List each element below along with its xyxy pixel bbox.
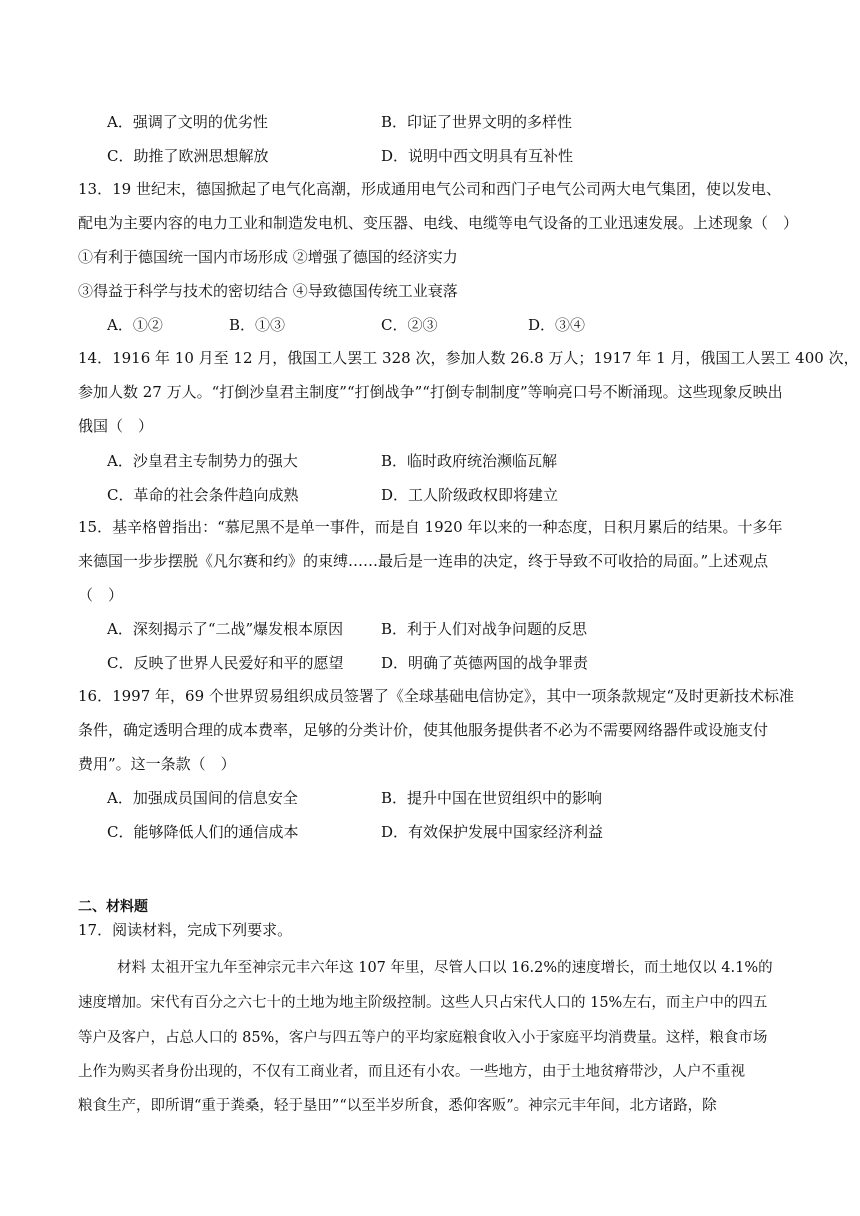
- q14-stem-line-2: 参加人数 27 万人。“打倒沙皇君主制度”“打倒战争”“打倒专制制度”等响亮口号不断涌现。这些现象反映出: [78, 383, 783, 401]
- q12-option-d: D．说明中西文明具有互补性: [381, 147, 574, 165]
- q15-option-b: B．利于人们对战争问题的反思: [381, 620, 588, 638]
- q13-option-a: A．①②: [107, 316, 163, 334]
- q14-option-a: A．沙皇君主专制势力的强大: [107, 452, 298, 470]
- q13-option-c: C．②③: [381, 316, 438, 334]
- q16-option-b: B．提升中国在世贸组织中的影响: [381, 789, 603, 807]
- q12-option-b: B．印证了世界文明的多样性: [381, 113, 573, 131]
- q12-option-a: A．强调了文明的优劣性: [107, 113, 268, 131]
- q14-stem-line-1: 14．1916 年 10 月至 12 月，俄国工人罢工 328 次，参加人数 26.8 万人；1917 年 1 月，俄国工人罢工 400 次，: [78, 349, 859, 367]
- q17-material-line-3: 等户及客户，占总人口的 85%，客户与四五等户的平均家庭粮食收入小于家庭平均消费量。这样，粮食市场: [78, 1030, 768, 1046]
- q15-stem-line-3: （ ）: [78, 586, 124, 604]
- q13-option-b: B．①③: [229, 316, 286, 334]
- q12-option-c: C．助推了欧洲思想解放: [107, 147, 269, 165]
- q17-material-line-2: 速度增加。宋代有百分之六七十的土地为地主阶级控制。这些人只占宋代人口的 15%左右，而主户中的四五: [78, 995, 768, 1011]
- q17-material-line-4: 上作为购买者身份出现的，不仅有工商业者，而且还有小农。一些地方，由于土地贫瘠带沙，人户不重视: [78, 1064, 745, 1080]
- q17-material-line-1: 材料 太祖开宝九年至神宗元丰六年这 107 年里，尽管人口以 16.2%的速度增长，而土地仅以 4.1%的: [117, 960, 773, 976]
- section-title: 二、材料题: [78, 899, 148, 915]
- q17-stem: 17．阅读材料，完成下列要求。: [78, 921, 293, 939]
- q16-stem-line-1: 16．1997 年，69 个世界贸易组织成员签署了《全球基础电信协定》，其中一项条款规定“及时更新技术标准: [78, 687, 795, 705]
- q15-option-c: C．反映了世界人民爱好和平的愿望: [107, 654, 344, 672]
- q16-stem-line-3: 费用”。这一条款（ ）: [78, 755, 236, 773]
- q16-option-c: C．能够降低人们的通信成本: [107, 823, 299, 841]
- q13-stem-line-1: 13．19 世纪末，德国掀起了电气化高潮，形成通用电气公司和西门子电气公司两大电气集团，使以发电、: [78, 180, 781, 198]
- q15-stem-line-2: 来德国一步步摆脱《凡尔赛和约》的束缚……最后是一连串的决定，终于导致不可收拾的局面。”上述观点: [78, 552, 769, 570]
- q15-option-a: A．深刻揭示了“二战”爆发根本原因: [107, 620, 344, 638]
- q14-stem-line-3: 俄国（ ）: [78, 417, 154, 435]
- q15-option-d: D．明确了英德两国的战争罪责: [381, 654, 589, 672]
- q14-option-b: B．临时政府统治濒临瓦解: [381, 452, 558, 470]
- q14-option-d: D．工人阶级政权即将建立: [381, 486, 559, 504]
- q15-stem-line-1: 15．基辛格曾指出：“慕尼黑不是单一事件，而是自 1920 年以来的一种态度，日积月累后的结果。十多年: [78, 518, 783, 536]
- q13-option-d: D．③④: [528, 316, 586, 334]
- q13-item-line-1: ①有利于德国统一国内市场形成 ②增强了德国的经济实力: [78, 248, 458, 266]
- q17-material-line-5: 粮食生产，即所谓“重于粪桑，轻于垦田”“以至半岁所食，悉仰客贩”。神宗元丰年间，北方诸路，除: [78, 1098, 717, 1114]
- q13-item-line-2: ③得益于科学与技术的密切结合 ④导致德国传统工业衰落: [78, 282, 458, 300]
- q13-stem-line-2: 配电为主要内容的电力工业和制造发电机、变压器、电线、电缆等电气设备的工业迅速发展。上述现象（ ）: [78, 214, 799, 232]
- q16-option-d: D．有效保护发展中国家经济利益: [381, 823, 604, 841]
- q16-stem-line-2: 条件，确定透明合理的成本费率，足够的分类计价，使其他服务提供者不必为不需要网络器件或设施支付: [78, 721, 769, 739]
- q16-option-a: A．加强成员国间的信息安全: [107, 789, 298, 807]
- q14-option-c: C．革命的社会条件趋向成熟: [107, 486, 299, 504]
